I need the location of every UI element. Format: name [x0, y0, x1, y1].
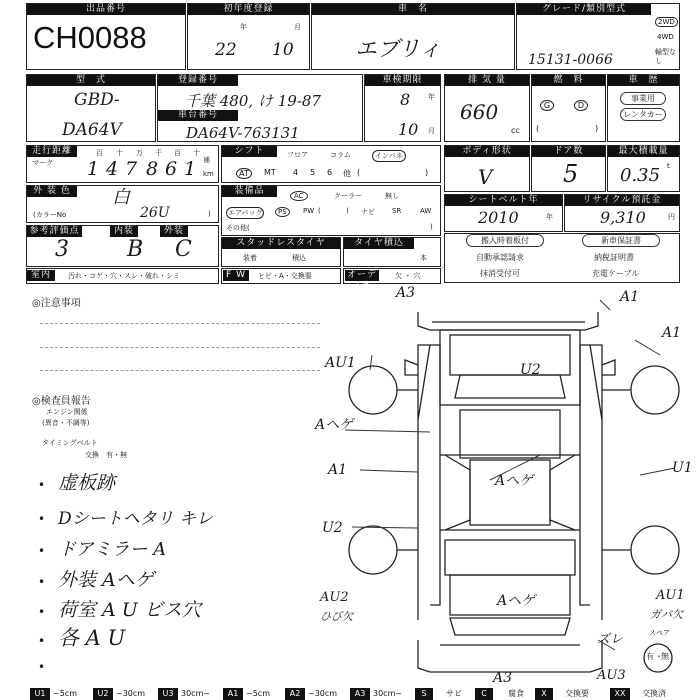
eq-cooler: クーラー — [334, 192, 362, 200]
grades-score: 3 — [55, 237, 69, 262]
mark-aheg-left: Aヘゲ — [315, 417, 354, 433]
mileage-u2: 万 — [136, 149, 143, 157]
shift-paren-open: ( — [357, 168, 361, 177]
grade-header: グレード/類別型式 — [517, 4, 651, 15]
mileage-header: 走行距離 — [27, 146, 77, 157]
doors-value: 5 — [563, 160, 579, 188]
car-name-value: エブリィ — [355, 37, 442, 62]
audio-value: 欠 ・ 穴 — [395, 272, 421, 280]
inspector-exchange: 交換 有・無 — [85, 451, 127, 459]
eq-other: その他( — [226, 224, 250, 232]
body-value: V — [478, 165, 493, 189]
shift-paren-close: ) — [425, 168, 429, 177]
interior-notes-value: 汚れ・コゲ・穴・スレ・破れ・シミ — [68, 272, 180, 280]
mark-au3-bottom: AU3 — [597, 668, 626, 683]
mark-a3-bottom: A3 — [493, 670, 513, 686]
seatbelt-header: シートベルト年 — [445, 195, 562, 206]
recycle-header: リサイクル預託金 — [565, 195, 679, 206]
eq-ps: PS — [275, 207, 290, 217]
reg-value: 千葉 480, け 19-87 — [185, 92, 321, 110]
doc-auto-approval: 自動承認請求 — [476, 253, 524, 262]
legend-key-c: C — [475, 688, 493, 700]
mileage-u4: 百 — [174, 149, 181, 157]
audio-header: オーディオ — [346, 270, 377, 291]
legend-val-u2: ~30cm — [116, 689, 146, 698]
chassis-header: 車台番号 — [158, 110, 238, 121]
mileage-u1: 十 — [116, 149, 123, 157]
model-value: GBD- — [74, 90, 120, 110]
legend-val-a1: ~5cm — [246, 689, 270, 698]
doc-warranty: 新車保証書 — [582, 234, 660, 247]
exterior-header: 外装 — [160, 226, 188, 237]
drive-4wd: 4WD — [657, 33, 674, 41]
mark-au2-left: AU2 — [320, 590, 349, 605]
mileage-d2: 7 — [125, 158, 138, 180]
studless-opt2: 積込 — [292, 254, 306, 262]
lot-number: CH0088 — [33, 20, 147, 55]
equipment-header: 装備品 — [222, 186, 277, 197]
notes-header: ◎注意事項 — [32, 298, 81, 309]
inspector-item-3: ドアミラー A — [58, 539, 167, 560]
eq-aw: AW — [420, 207, 432, 215]
mileage-unit2: 補 — [203, 156, 210, 164]
first-reg-month: 10 — [272, 40, 294, 60]
legend-key-u2: U2 — [93, 688, 113, 700]
mileage-d1: 4 — [106, 158, 119, 180]
mark-u2-hood: U2 — [520, 362, 541, 378]
inspection-month-unit: 月 — [428, 127, 435, 135]
drive-2wd: 2WD — [655, 17, 678, 27]
mileage-unit: km — [203, 170, 214, 178]
chassis-value: DA64V-763131 — [186, 124, 300, 142]
tire-load-header: タイヤ積込 — [344, 238, 414, 249]
mark-crack-left: ひび欠 — [320, 610, 353, 623]
seatbelt-unit: 年 — [546, 213, 553, 221]
inspector-bullet-3: • — [38, 544, 46, 558]
mileage-d5: 1 — [184, 158, 197, 180]
first-reg-year: 22 — [215, 40, 237, 60]
mark-aheg-rear: Aヘゲ — [497, 593, 536, 609]
reg-header: 登録番号 — [158, 75, 238, 86]
legend-val-a3: 30cm~ — [373, 689, 403, 698]
mark-a1-right: A1 — [662, 325, 682, 341]
inspector-bullet-7: • — [38, 660, 46, 674]
inspector-bullet-4: • — [38, 575, 46, 589]
recycle-value: 9,310 — [600, 208, 646, 227]
fw-header: F W — [223, 270, 249, 281]
shift-instpanel: インパネ — [372, 150, 406, 162]
history-header: 車 歴 — [608, 75, 679, 86]
doc-cable: 充電ケーブル — [592, 269, 640, 278]
legend-key-s: S — [415, 688, 433, 700]
doc-tax: 納税証明書 — [594, 253, 634, 262]
fuel-paren-open: ( — [536, 124, 540, 133]
eq-other-close: ) — [430, 223, 433, 231]
inspector-bullet-1: • — [38, 478, 46, 492]
inspector-item-1: 虚板跡 — [58, 472, 116, 494]
mileage-d0: 1 — [87, 158, 100, 180]
spare-no: 無 — [661, 652, 669, 661]
recycle-unit: 円 — [668, 213, 675, 221]
shift-floor: フロア — [287, 151, 308, 159]
legend-key-x: X — [535, 688, 553, 700]
shift-4: 4 — [293, 168, 299, 177]
doc-cancel: 抹消受付可 — [480, 269, 520, 278]
inspection-year-unit: 年 — [428, 93, 435, 101]
legend-key-xx: XX — [610, 688, 630, 700]
color-code-label: (カラーNo — [33, 211, 67, 219]
mark-gaba-right: ガバ欠 — [650, 608, 683, 621]
tire-load-unit: 本 — [420, 254, 427, 262]
inspector-bullet-6: • — [38, 634, 46, 648]
fuel-g: G — [540, 100, 554, 111]
lot-header: 出品番号 — [27, 4, 185, 15]
legend-val-xx: 交換済 — [642, 689, 666, 698]
color-code: 26U — [140, 205, 170, 221]
mark-au1-right: AU1 — [656, 588, 685, 603]
legend-val-x: 交換要 — [565, 689, 589, 698]
doors-header: ドア数 — [532, 146, 605, 157]
inspector-timing: タイミングベルト — [42, 439, 98, 447]
legend-key-a2: A2 — [285, 688, 305, 700]
shift-header: シフト — [222, 146, 277, 157]
inspector-bullet-5: • — [38, 605, 46, 619]
color-header: 外 装 色 — [27, 186, 77, 197]
grades-header: 参考評価点 — [27, 226, 82, 237]
interior-grade: B — [127, 237, 144, 262]
shift-6: 6 — [327, 168, 333, 177]
inspector-header: ◎検査員報告 — [32, 396, 91, 407]
mileage-u0: 百 — [96, 149, 103, 157]
model-header: 型 式 — [27, 75, 155, 86]
spare-yes: 有 — [646, 652, 654, 661]
fw-value: ヒビ・A・交換要 — [258, 272, 312, 280]
history-business: 事業用 — [620, 92, 666, 105]
mark-u2-left: U2 — [322, 520, 343, 536]
legend-key-u1: U1 — [30, 688, 50, 700]
interior-header: 内装 — [110, 226, 138, 237]
color-code-close: ) — [208, 210, 211, 218]
fuel-d: D — [574, 100, 588, 111]
eq-pw-close: ) — [346, 207, 349, 215]
load-value: 0.35 — [620, 165, 661, 186]
shift-at: AT — [236, 168, 252, 179]
legend-key-a3: A3 — [350, 688, 370, 700]
fuel-header: 燃 料 — [532, 75, 605, 86]
mark-au1-left: AU1 — [325, 355, 356, 371]
mileage-u5: 十 — [193, 149, 200, 157]
studless-header: スタッドレスタイヤ — [222, 238, 340, 249]
inspector-item-4: 外装 Aヘゲ — [58, 569, 154, 591]
shift-5: 5 — [310, 168, 316, 177]
displacement-unit: cc — [511, 126, 520, 135]
eq-pw: PW — [303, 207, 315, 215]
load-header: 最大積載量 — [608, 146, 679, 157]
displacement-value: 660 — [460, 100, 499, 124]
inspector-bullet-2: • — [38, 512, 46, 526]
displacement-header: 排 気 量 — [445, 75, 529, 86]
inspector-item-2: Dシートヘタリ キレ — [58, 509, 213, 529]
car-name-header: 車 名 — [312, 4, 514, 15]
exterior-grade: C — [175, 237, 192, 262]
doc-delivery: 搬入時着板付 — [466, 234, 544, 247]
eq-none: 無し — [385, 192, 399, 200]
mark-zure: ズレ — [597, 632, 624, 647]
eq-airbag: エアバッグ — [228, 209, 263, 217]
mileage-u3: 千 — [155, 149, 162, 157]
first-reg-month-unit: 月 — [294, 23, 301, 31]
color-value: 白 — [112, 187, 130, 208]
mark-a1-left: A1 — [328, 462, 348, 478]
mileage-mark: マーク — [32, 159, 53, 167]
first-reg-header: 初年度登録 — [188, 4, 309, 15]
studless-opt1: 装着 — [243, 254, 257, 262]
drive-none: 輸型なし — [655, 48, 676, 65]
legend-val-u1: ~5cm — [53, 689, 77, 698]
inspector-item-5: 荷室 A U ビス穴 — [58, 599, 201, 621]
legend-key-a1: A1 — [223, 688, 243, 700]
shift-other: 他 — [343, 169, 351, 178]
mark-aheg-roof: Aヘゲ — [495, 473, 534, 489]
body-header: ボディ形状 — [445, 146, 529, 157]
legend-val-a2: ~30cm — [308, 689, 338, 698]
first-reg-year-unit: 年 — [240, 23, 247, 31]
inspection-year: 8 — [400, 90, 411, 109]
legend-val-u3: 30cm~ — [181, 689, 211, 698]
inspector-engine2: (異音・不調等) — [42, 419, 90, 427]
load-unit: t — [667, 162, 670, 170]
inspection-month: 10 — [398, 120, 419, 139]
inspector-engine: エンジン関係 — [46, 408, 88, 416]
eq-sr: SR — [392, 207, 402, 215]
legend-val-s: サビ — [446, 689, 462, 698]
spare-dot: ・ — [655, 652, 663, 661]
eq-ac: AC — [290, 191, 308, 201]
inspector-item-6: 各 A U — [58, 626, 126, 650]
interior-notes-header: 室内 — [27, 270, 55, 281]
seatbelt-value: 2010 — [478, 208, 519, 227]
legend-val-c: 腐食 — [508, 689, 524, 698]
shift-mt: MT — [264, 168, 276, 177]
eq-navi: ナビ — [361, 208, 375, 216]
mark-a1-topright: A1 — [620, 289, 640, 305]
mark-u1-right: U1 — [672, 460, 693, 476]
history-rental: レンタカー — [620, 108, 666, 121]
mileage-d4: 6 — [165, 158, 178, 180]
eq-pw-open: ( — [318, 207, 321, 215]
mark-a3-top: A3 — [396, 285, 416, 301]
model-value2: DA64V — [62, 120, 122, 140]
shift-column: コラム — [330, 151, 351, 159]
legend-key-u3: U3 — [158, 688, 178, 700]
inspection-header: 車検期限 — [365, 75, 440, 86]
spare-label: スペア — [649, 629, 670, 637]
grade-value: 15131-0066 — [528, 52, 613, 68]
fuel-paren-close: ) — [595, 124, 599, 133]
mileage-d3: 8 — [146, 158, 159, 180]
